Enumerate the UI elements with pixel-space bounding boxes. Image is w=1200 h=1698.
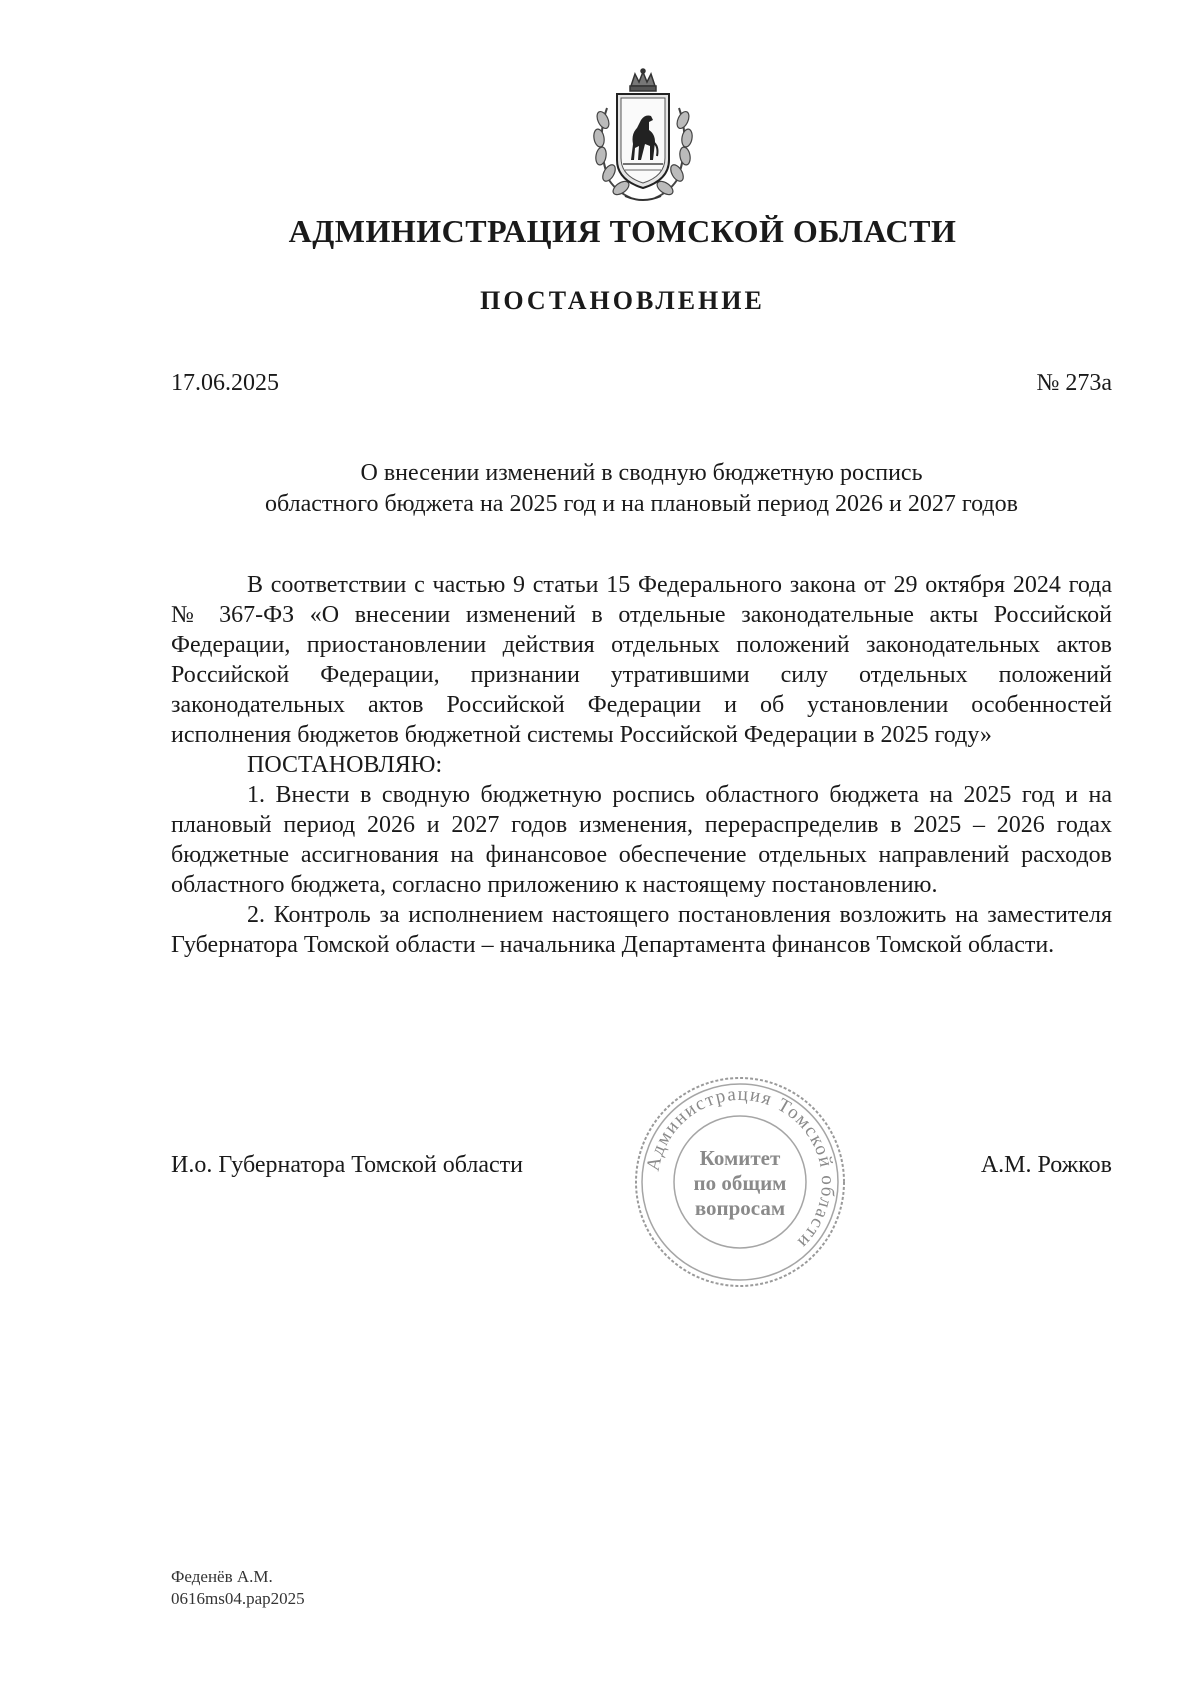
subject-line: О внесении изменений в сводную бюджетную роспись [360,460,923,486]
footer-executor-info [171,1566,305,1610]
document-number: № 273а [1036,370,1112,396]
stamp-center-text: по общим [693,1171,787,1195]
organization-title: АДМИНИСТРАЦИЯ ТОМСКОЙ ОБЛАСТИ [288,213,957,249]
document-body [171,570,1112,960]
signatory-name: А.М. Рожков [980,1152,1112,1178]
official-stamp [630,1072,850,1292]
resolve-clause: ПОСТАНОВЛЯЮ: [247,752,443,778]
executor-name: Феденёв А.М. [171,1567,273,1586]
file-reference: 0616ms04.pap2025 [171,1589,305,1608]
document-date: 17.06.2025 [171,370,279,396]
resolution-item-1: 1. Внести в сводную бюджетную роспись областного бюджета на 2025 год и на плановый период 2026 и 2027 годов изменения, перераспределив в 2025 – 2026 годах бюджетные ассигнования на финансовое обеспечение отдельных направлений расходов областного бюджета, согласно приложению к настоящему постановлению. [171,782,1112,898]
stamp-outer-text: Администрация Томской области [642,1083,839,1254]
document-subject [171,458,1112,520]
coat-of-arms-icon [587,68,699,208]
stamp-center-text: Комитет [699,1146,781,1170]
stamp-center-text: вопросам [694,1196,786,1220]
resolution-item-2: 2. Контроль за исполнением настоящего постановления возложить на заместителя Губернатора Томской области – начальника Департамента финансов Томской области. [171,902,1112,958]
signatory-position: И.о. Губернатора Томской области [171,1152,523,1178]
subject-line: областного бюджета на 2025 год и на плановый период 2026 и 2027 годов [265,491,1018,517]
preamble-paragraph: В соответствии с частью 9 статьи 15 Федерального закона от 29 октября 2024 года № 367-ФЗ «О внесении изменений в отдельные законодательные акты Российской Федерации, приостановлении действия отдельных положений законодательных актов Российской Федерации, признании утратившими силу отдельных положений законодательных актов Российской Федерации и об установлении особенностей исполнения бюджетов бюджетной системы Российской Федерации в 2025 году» [171,572,1112,748]
document-type-heading: ПОСТАНОВЛЕНИЕ [480,286,765,315]
